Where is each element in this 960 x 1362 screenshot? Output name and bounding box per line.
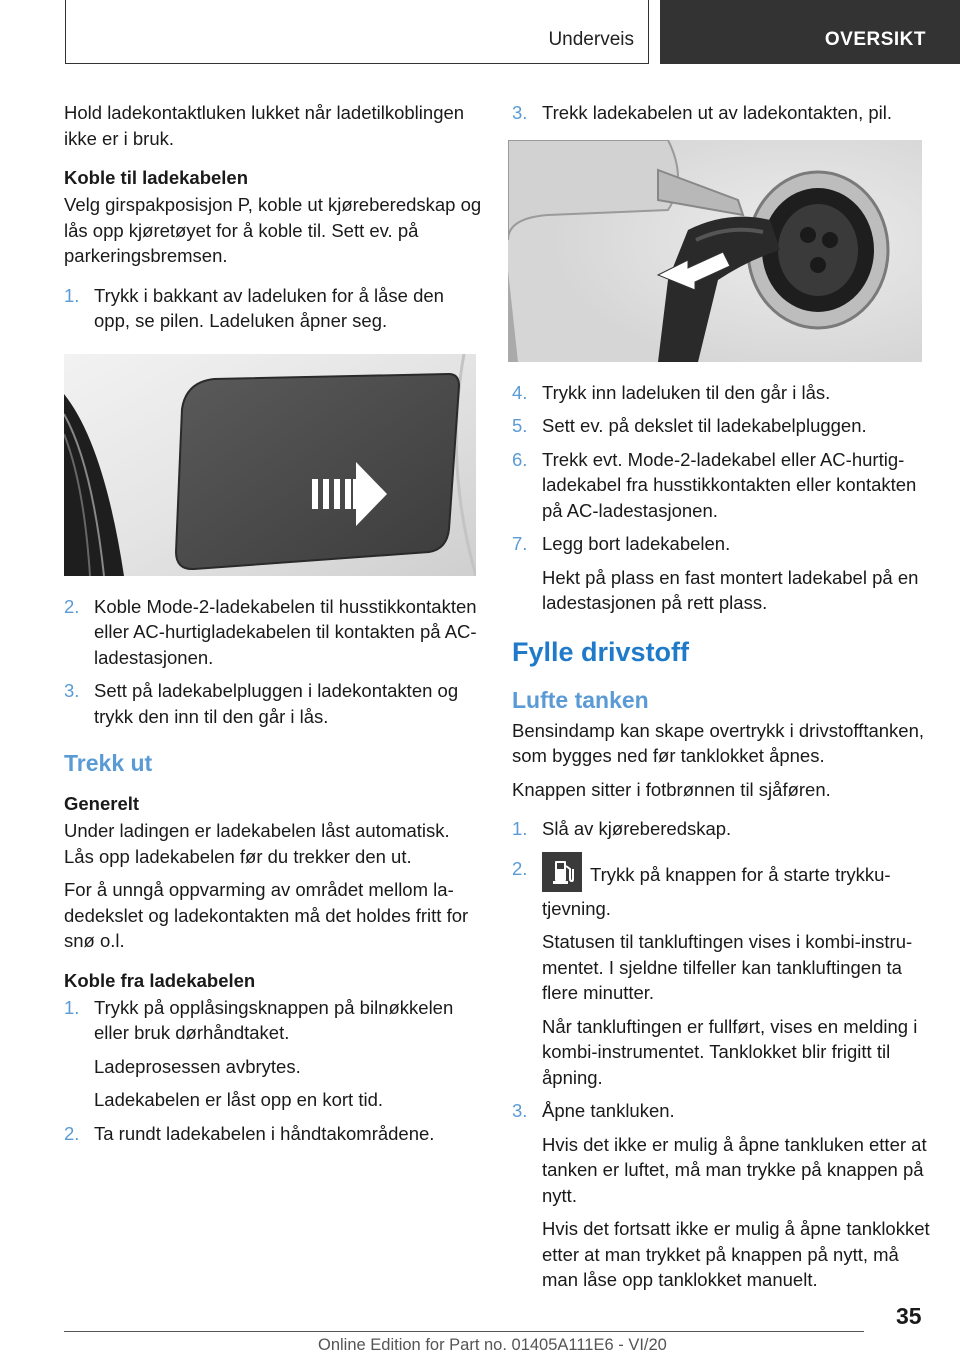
step-number: 3. bbox=[64, 680, 80, 701]
step-note: Ladeprosessen avbrytes. bbox=[94, 1055, 301, 1077]
fuel-heading: Fylle drivstoff bbox=[512, 636, 690, 667]
step-number: 3. bbox=[512, 102, 528, 123]
section-tab[interactable] bbox=[65, 0, 649, 64]
general-heading: Generelt bbox=[64, 793, 140, 814]
step-text: Trekk ladekabelen ut av ladekontakten, pil. bbox=[542, 102, 893, 123]
list-item bbox=[512, 413, 930, 439]
step-number: 3. bbox=[512, 1100, 528, 1121]
overview-tab[interactable] bbox=[660, 0, 960, 64]
vent-text-1: Bensindamp kan skape overtrykk i drivstofftanken, som bygges ned før tanklokket åpnes. bbox=[512, 719, 925, 766]
plug-removal-figure bbox=[508, 140, 922, 362]
disconnect-heading: Koble fra ladekabelen bbox=[64, 969, 256, 991]
intro-text: Hold ladekontaktluken lukket når ladetilkoblingen ikke er i bruk. bbox=[64, 102, 465, 149]
charging-flap-figure bbox=[64, 354, 476, 576]
step-text: Sett på ladekabelpluggen i ladekontakten og trykk den inn til den går i lås. bbox=[94, 680, 459, 727]
step-text: Trykk på opplåsingsknappen på bilnøkkelen eller bruk dørhåndtaket. bbox=[94, 996, 454, 1043]
step-text: Slå av kjøreberedskap. bbox=[542, 818, 732, 839]
step-text: Trykk i bakkant av ladeluken for å låse den opp, se pilen. Ladeluken åpner seg. bbox=[94, 284, 444, 331]
connect-text: Velg girspakposisjon P, koble ut kjøreberedskap og lås opp kjøretøyet for å koble til. Sett ev. på parkeringsbremsen. bbox=[64, 194, 482, 266]
list-item bbox=[64, 1121, 482, 1147]
step-number: 7. bbox=[512, 533, 528, 554]
list-item bbox=[512, 816, 930, 842]
page-number: 35 bbox=[896, 1303, 922, 1329]
step-text: Legg bort ladekabelen. bbox=[542, 533, 731, 554]
step-text: Ta rundt ladekabelen i håndtakområdene. bbox=[94, 1122, 435, 1144]
step-number: 6. bbox=[512, 448, 528, 470]
step-text: Trekk evt. Mode-2-ladekabel eller AC-hurtigladekabel fra husstikkontakten eller kontakten på AC-ladestasjonen. bbox=[542, 448, 917, 521]
general-text-2: For å unngå oppvarming av området mellom ladedekslet og ladekontakten må det holdes fritt for snø o.l. bbox=[64, 879, 469, 951]
step-text: Sett ev. på dekslet til ladekabelpluggen. bbox=[542, 415, 867, 436]
list-item bbox=[64, 995, 482, 1046]
step-number: 2. bbox=[512, 857, 528, 879]
vent-text-2: Knappen sitter i fotbrønnen til sjåføren. bbox=[512, 778, 831, 800]
list-item bbox=[512, 447, 930, 524]
step-note: Hvis det fortsatt ikke er mulig å åpne tanklokket etter at man trykket på knappen på nytt, må man låse opp tanklokket manuelt. bbox=[542, 1218, 930, 1290]
list-item bbox=[64, 283, 482, 334]
charging-flap-arrow bbox=[64, 354, 476, 576]
step-note: Når tankluftingen er fullført, vises en melding i kombi-instrumentet. Tanklokket blir frigitt til åpning. bbox=[542, 1015, 918, 1088]
left-column bbox=[64, 100, 482, 1154]
step-number: 2. bbox=[64, 1122, 80, 1144]
step-note: Ladekabelen er låst opp en kort tid. bbox=[94, 1089, 383, 1110]
list-item bbox=[64, 594, 482, 671]
step-number: 1. bbox=[512, 818, 528, 839]
step-text: Trykk inn ladeluken til den går i lås. bbox=[542, 381, 831, 403]
vent-heading: Lufte tanken bbox=[512, 686, 649, 713]
footer-edition[interactable]: Online Edition for Part no. 01405A111E6 - VI/20 bbox=[318, 1336, 667, 1354]
step-text: Trykk på knappen for å starte trykkutjevning. bbox=[542, 863, 891, 919]
list-item bbox=[512, 100, 930, 126]
connect-heading: Koble til ladekabelen bbox=[64, 167, 249, 188]
step-note: Hvis det ikke er mulig å åpne tankluken etter at tanken er luftet, må man trykke på knappen på nytt. bbox=[542, 1133, 927, 1206]
step-text: Åpne tankluken. bbox=[542, 1100, 675, 1121]
step-text: Koble Mode-2-ladekabelen til husstikkontakten eller AC-hurtigladekabelen til kontakten på AC-ladestasjonen. bbox=[94, 595, 477, 668]
charging-plug-removal-arrow bbox=[508, 140, 922, 362]
step-note: Hekt på plass en fast montert ladekabel på en ladestasjonen på rett plass. bbox=[542, 566, 919, 613]
overview-tab-label: OVERSIKT bbox=[824, 29, 926, 50]
step-number: 5. bbox=[512, 415, 528, 436]
right-column bbox=[512, 100, 930, 1301]
footer-divider bbox=[64, 1331, 864, 1332]
step-number: 4. bbox=[512, 381, 528, 403]
list-item bbox=[512, 856, 930, 922]
fuel-pump-icon bbox=[542, 852, 582, 892]
list-item bbox=[64, 678, 482, 729]
step-number: 2. bbox=[64, 595, 80, 617]
step-number: 1. bbox=[64, 996, 80, 1018]
section-tab-label: Underveis bbox=[548, 29, 634, 50]
pull-heading: Trekk ut bbox=[64, 750, 153, 776]
step-note: Statusen til tankluftingen vises i kombi-instrumentet. I sjeldne tilfeller kan tankluftingen ta flere minutter. bbox=[542, 931, 913, 1003]
general-text-1: Under ladingen er ladekabelen låst automatisk. Lås opp ladekabelen før du trekker den ut. bbox=[64, 820, 450, 867]
list-item bbox=[512, 380, 930, 406]
list-item bbox=[512, 531, 930, 557]
list-item bbox=[512, 1098, 930, 1124]
step-number: 1. bbox=[64, 284, 80, 306]
